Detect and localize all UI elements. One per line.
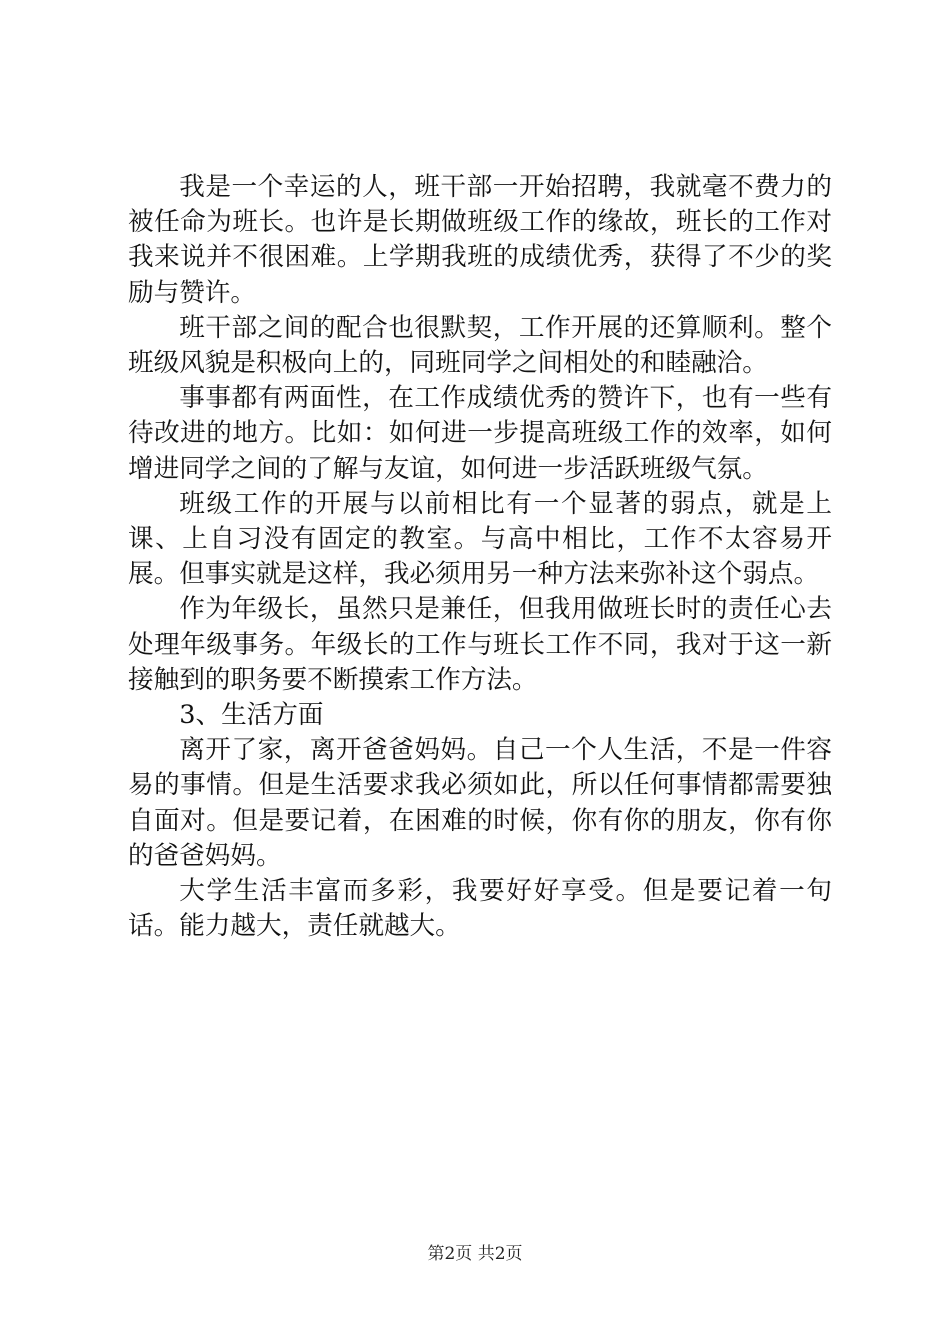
paragraph: 班干部之间的配合也很默契，工作开展的还算顺利。整个班级风貌是积极向上的，同班同学之间相处的和睦融洽。 xyxy=(128,312,832,379)
paragraph: 我是一个幸运的人，班干部一开始招聘，我就毫不费力的被任命为班长。也许是长期做班级工作的缘故，班长的工作对我来说并不很困难。上学期我班的成绩优秀，获得了不少的奖励与赞许。 xyxy=(128,172,832,308)
section-heading: 3、生活方面 xyxy=(179,700,324,731)
paragraph: 离开了家，离开爸爸妈妈。自己一个人生活，不是一件容易的事情。但是生活要求我必须如此，所以任何事情都需要独自面对。但是要记着，在困难的时候，你有你的朋友，你有你的爸爸妈妈。 xyxy=(128,735,832,871)
paragraph: 大学生活丰富而多彩，我要好好享受。但是要记着一句话。能力越大，责任就越大。 xyxy=(128,876,832,942)
page-number-footer: 第2页 共2页 xyxy=(427,1244,523,1264)
paragraph: 作为年级长，虽然只是兼任，但我用做班长时的责任心去处理年级事务。年级长的工作与班长工作不同，我对于这一新接触到的职务要不断摸索工作方法。 xyxy=(128,594,832,695)
paragraph: 事事都有两面性，在工作成绩优秀的赞许下，也有一些有待改进的地方。比如：如何进一步提高班级工作的效率，如何增进同学之间的了解与友谊，如何进一步活跃班级气氛。 xyxy=(128,383,832,484)
paragraph: 班级工作的开展与以前相比有一个显著的弱点，就是上课、上自习没有固定的教室。与高中相比，工作不太容易开展。但事实就是这样，我必须用另一种方法来弥补这个弱点。 xyxy=(128,488,832,590)
document-body xyxy=(128,170,832,944)
